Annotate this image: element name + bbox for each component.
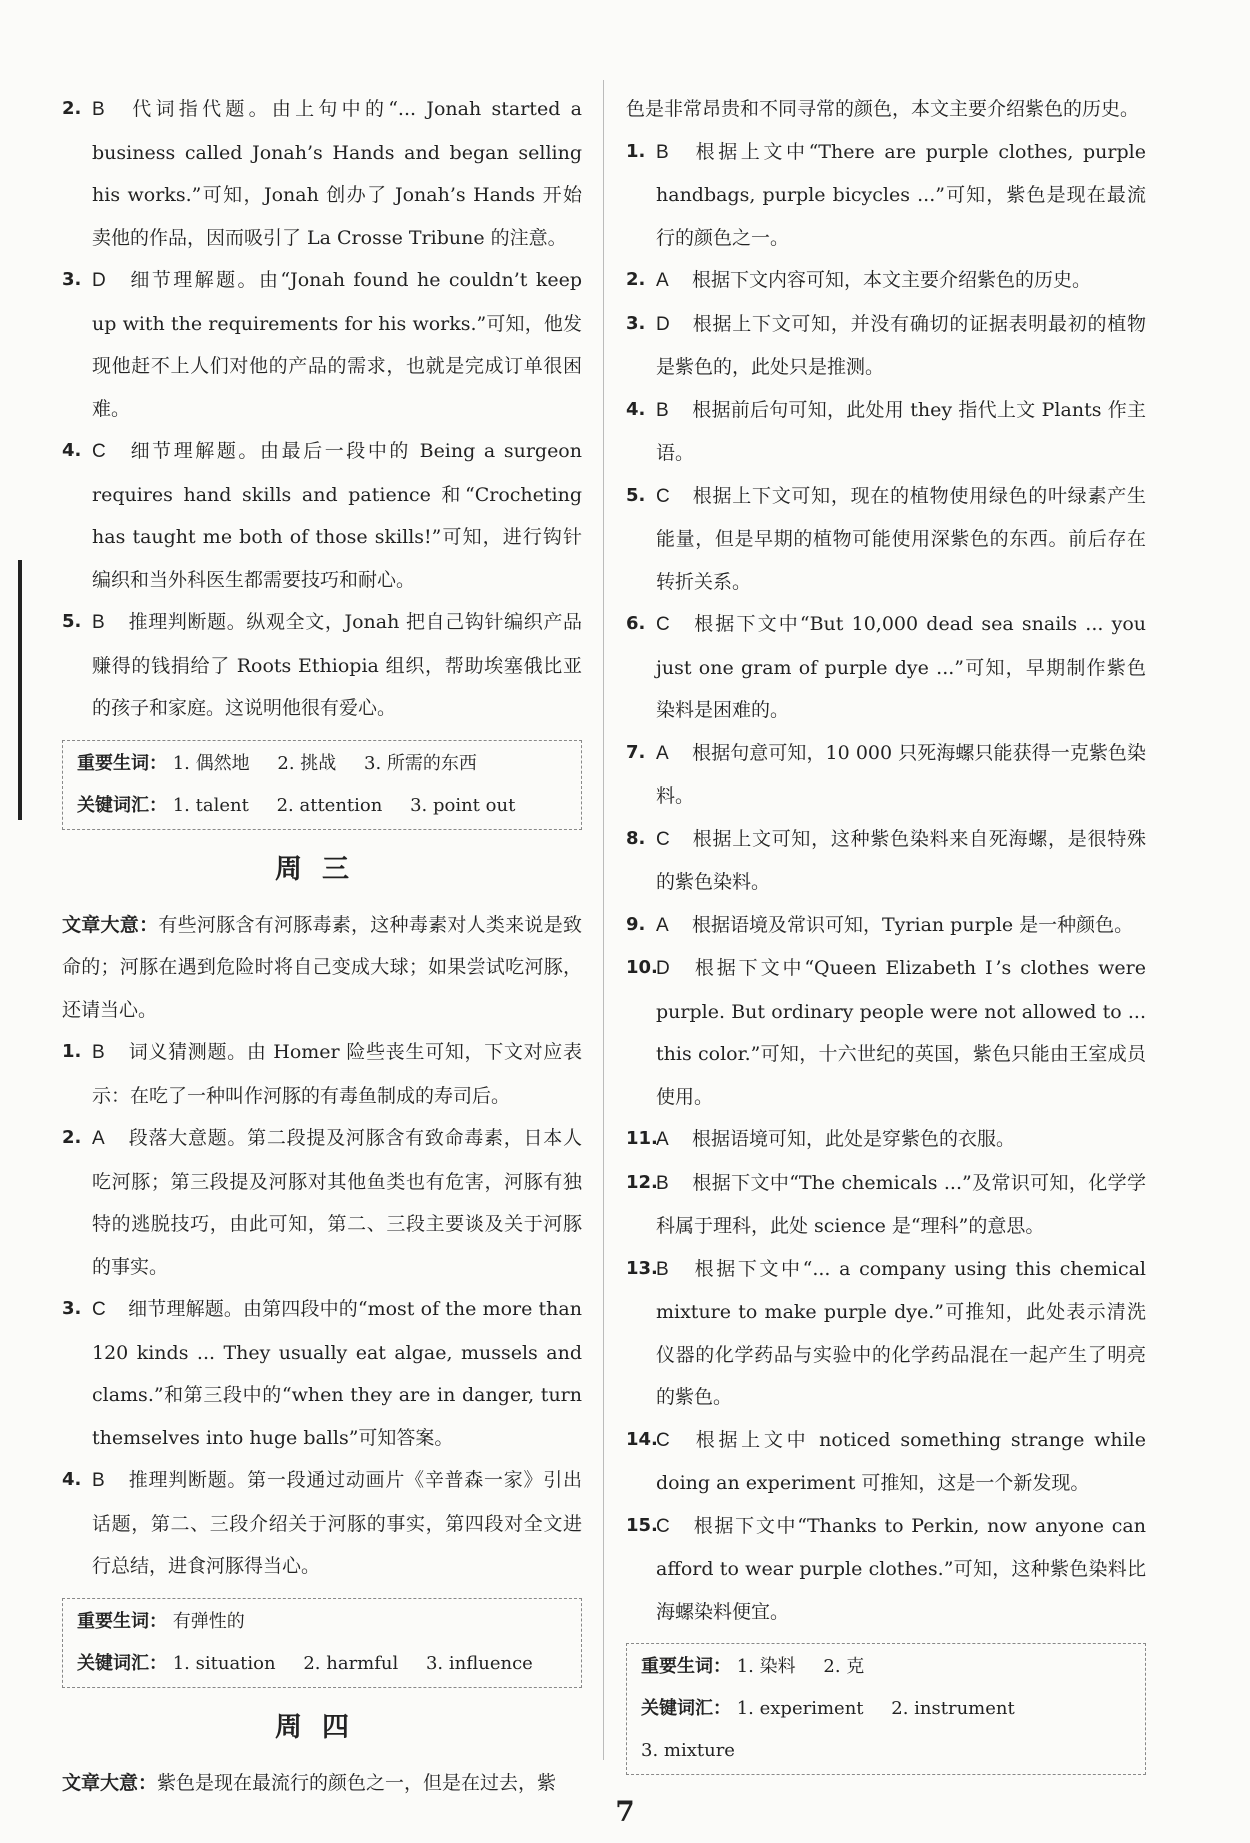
item-number: 3. [62,1298,82,1319]
item-answer: A [656,270,669,291]
item-number: 4. [626,398,646,420]
item-number: 1. [626,140,646,162]
key-vocab-row: 关键词汇： 1. situation 2. harmful 3. influence [77,1652,533,1674]
answer-item [626,259,1146,303]
column-divider [603,80,604,1760]
answer-item [626,389,1146,475]
item-explanation: 根据上文中 noticed something strange while doing an experiment 可推知，这是一个新发现。 [656,1428,1146,1494]
item-answer: D [656,958,670,979]
item-explanation: 词义猜测题。由 Homer 险些丧生可知，下文对应表示：在吃了一种叫作河豚的有毒鱼制成的寿司后。 [92,1041,582,1107]
item-explanation: 细节理解题。由最后一段中的 Being a surgeon requires hand skills and patience 和“Crocheting has taught me both of those skills!”可知，进行钩针编织和当外科医生都需要技巧和耐心。 [92,440,582,591]
item-explanation: 代词指代题。由上句中的“... Jonah started a business called Jonah’s Hands and began selling his works.”可知，Jonah 创办了 Jonah’s Hands 开始卖他的作品，因而吸引了 La Crosse Tribune 的注意。 [92,98,582,249]
answer-list-tuesday [62,88,582,730]
item-answer: B [92,1042,105,1063]
item-answer: C [656,614,670,635]
answer-item [626,818,1146,904]
scan-edge-mark [18,560,22,820]
important-words-row: 重要生词： 1. 染料 2. 克 [641,1656,865,1677]
item-answer: B [92,1470,105,1491]
answer-item [626,1118,1146,1162]
item-number: 1. [62,1041,82,1062]
answer-list-thursday [626,131,1146,1634]
item-explanation: 根据语境及常识可知，Tyrian purple 是一种颜色。 [692,913,1134,936]
answer-item [626,1248,1146,1419]
item-number: 2. [62,98,82,119]
item-explanation: 根据语境可知，此处是穿紫色的衣服。 [692,1128,1016,1150]
answer-item [626,1419,1146,1505]
item-answer: A [656,742,669,764]
vocab-box-thursday [626,1643,1146,1775]
answer-list-wednesday [62,1031,582,1588]
item-number: 14. [626,1428,658,1450]
item-number: 9. [626,913,646,935]
answer-item [62,1117,582,1288]
answer-item [626,1162,1146,1248]
item-number: 15. [626,1514,658,1536]
item-number: 2. [626,269,646,290]
section-heading-wednesday: 周三 [275,853,369,885]
item-answer: B [656,399,669,421]
item-explanation: 细节理解题。由“Jonah found he couldn’t keep up with the requirements for his works.”可知，他发现他赶不上人们对他的产品的需求，也就是完成订单很困难。 [92,269,582,420]
item-number: 5. [626,484,646,506]
vocab-box-tuesday [62,740,582,830]
item-answer: A [656,914,669,936]
item-answer: A [656,1129,669,1150]
item-explanation: 根据前后句可知，此处用 they 指代上文 Plants 作主语。 [656,398,1146,464]
item-number: 5. [62,611,82,632]
item-number: 13. [626,1257,658,1279]
item-explanation: 根据句意可知，10 000 只死海螺只能获得一克紫色染料。 [656,741,1146,807]
item-answer: B [92,612,105,633]
item-answer: D [92,270,106,291]
item-explanation: 根据上文中“There are purple clothes, purple handbags, purple bicycles ...”可知，紫色是现在最流行的颜色之一。 [656,140,1146,249]
item-explanation: 根据下文内容可知，本文主要介绍紫色的历史。 [692,269,1092,291]
section-heading-thursday: 周四 [275,1711,369,1743]
summary-wednesday: 文章大意：有些河豚含有河豚毒素，这种毒素对人类来说是致命的；河豚在遇到危险时将自己变成大球；如果尝试吃河豚，还请当心。 [62,913,582,1021]
item-explanation: 根据下文中“But 10,000 dead sea snails ... you just one gram of purple dye ...”可知，早期制作紫色染料是困难的。 [656,613,1146,721]
item-number: 10. [626,957,658,978]
item-number: 3. [626,312,646,334]
answer-item [626,603,1146,732]
item-explanation: 推理判断题。第一段通过动画片《辛普森一家》引出话题，第二、三段介绍关于河豚的事实，第四段对全文进行总结，进食河豚得当心。 [92,1469,582,1577]
item-answer: A [92,1128,105,1149]
answer-item [62,1288,582,1459]
item-answer: B [92,99,105,120]
item-answer: C [656,828,670,850]
page-number: 7 [615,1795,635,1828]
item-number: 3. [62,269,82,290]
item-explanation: 根据上文可知，这种紫色染料来自死海螺，是很特殊的紫色染料。 [656,827,1146,893]
answer-item [62,88,582,259]
item-answer: C [656,1515,670,1537]
item-answer: B [656,141,669,163]
answer-item [62,1031,582,1117]
answer-item [626,475,1146,604]
item-answer: C [92,1299,106,1320]
item-number: 4. [62,1469,82,1490]
item-number: 4. [62,440,82,461]
item-explanation: 根据上下文可知，并没有确切的证据表明最初的植物是紫色的，此处只是推测。 [656,312,1146,378]
item-number: 8. [626,827,646,849]
item-explanation: 段落大意题。第二段提及河豚含有致命毒素，日本人吃河豚；第三段提及河豚对其他鱼类也有危害，河豚有独特的逃脱技巧，由此可知，第二、三段主要谈及关于河豚的事实。 [92,1127,582,1278]
answer-item [626,904,1146,948]
item-explanation: 推理判断题。纵观全文，Jonah 把自己钩针编织产品赚得的钱捐给了 Roots Ethiopia 组织，帮助埃塞俄比亚的孩子和家庭。这说明他很有爱心。 [92,611,582,719]
item-answer: B [656,1172,669,1194]
answer-item [62,259,582,430]
item-number: 2. [62,1127,82,1148]
item-explanation: 细节理解题。由第四段中的“most of the more than 120 kinds ... They usually eat algae, mussels and clams.”和第三段中的“when they are in danger, turn themselves into huge balls”可知答案。 [92,1298,582,1449]
item-answer: D [656,313,670,335]
item-answer: C [656,485,670,507]
key-vocab-row: 关键词汇： 1. experiment 2. instrument 3. mixture [641,1698,1015,1761]
item-answer: C [92,441,106,462]
answer-item [62,601,582,730]
answer-item [626,947,1146,1118]
item-number: 11. [626,1128,658,1149]
answer-item [626,303,1146,389]
key-vocab-row: 关键词汇： 1. talent 2. attention 3. point out [77,794,516,816]
vocab-box-wednesday [62,1598,582,1688]
answer-item [626,732,1146,818]
item-explanation: 根据下文中“The chemicals ...”及常识可知，化学学科属于理科，此处 science 是“理科”的意思。 [656,1171,1146,1237]
answer-item [626,1505,1146,1634]
answer-item [626,131,1146,260]
item-explanation: 根据下文中“Thanks to Perkin, now anyone can afford to wear purple clothes.”可知，这种紫色染料比海螺染料便宜。 [656,1514,1146,1623]
left-column [62,88,582,1804]
item-explanation: 根据下文中“... a company using this chemical mixture to make purple dye.”可推知，此处表示清洗仪器的化学药品与实验中的化学药品混在一起产生了明亮的紫色。 [656,1257,1146,1408]
item-answer: C [656,1429,670,1451]
important-words-row: 重要生词： 1. 偶然地 2. 挑战 3. 所需的东西 [77,752,477,774]
important-words-row: 重要生词： 有弹性的 [77,1610,245,1632]
item-explanation: 根据下文中“Queen Elizabeth Ⅰ’s clothes were purple. But ordinary people were not allowed to ... this color.”可知，十六世纪的英国，紫色只能由王室成员使用。 [656,957,1146,1108]
item-answer: B [656,1258,669,1280]
summary-thursday-continued: 色是非常昂贵和不同寻常的颜色，本文主要介绍紫色的历史。 [626,98,1140,120]
answer-item [62,430,582,601]
item-explanation: 根据上下文可知，现在的植物使用绿色的叶绿素产生能量，但是早期的植物可能使用深紫色的东西。前后存在转折关系。 [656,484,1146,593]
right-column [626,88,1146,1785]
item-number: 12. [626,1171,658,1193]
item-number: 7. [626,741,646,763]
item-number: 6. [626,613,646,634]
summary-thursday-start: 文章大意：紫色是现在最流行的颜色之一，但是在过去，紫 [62,1771,557,1794]
answer-item [62,1459,582,1588]
